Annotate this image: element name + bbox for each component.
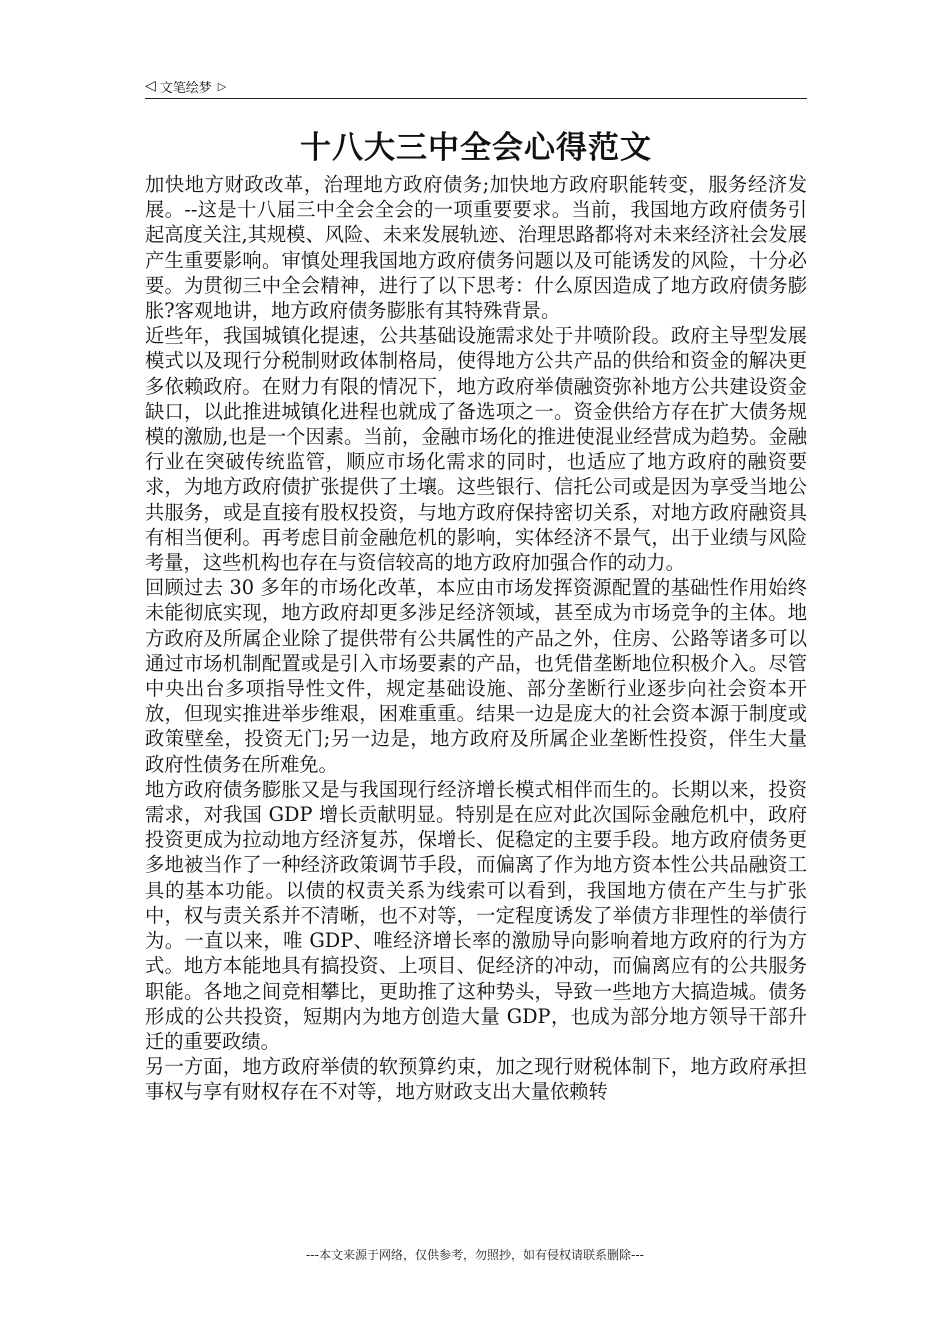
brand-name: 文笔绘梦 xyxy=(159,80,212,96)
paragraph: 回顾过去 30 多年的市场化改革，本应由市场发挥资源配置的基础性作用始终未能彻底实现，地方政府却更多涉足经济领域，甚至成为市场竞争的主体。地方政府及所属企业除了提供带有公共属性的产品之外，住房、公路等诸多可以通过市场机制配置或是引入市场要素的产品，也凭借垄断地位积极介入。尽管中央出台多项指导性文件，规定基础设施、部分垄断行业逐步向社会资本开放，但现实推进举步维艰，困难重重。结果一边是庞大的社会资本源于制度或政策壁垒，投资无门;另一边是，地方政府及所属企业垄断性投资，伴生大量政府性债务在所难免。 xyxy=(145,576,807,776)
paragraph: 地方政府债务膨胀又是与我国现行经济增长模式相伴而生的。长期以来，投资需求，对我国 GDP 增长贡献明显。特别是在应对此次国际金融危机中，政府投资更成为拉动地方经济复苏，保增长、促稳定的主要手段。地方政府债务更多地被当作了一种经济政策调节手段，而偏离了作为地方资本性公共品融资工具的基本功能。以债的权责关系为线索可以看到，我国地方债在产生与扩张中，权与责关系并不清晰，也不对等，一定程度诱发了举债方非理性的举债行为。一直以来，唯 GDP、唯经济增长率的激励导向影响着地方政府的行为方式。地方本能地具有搞投资、上项目、促经济的冲动，而偏离应有的公共服务职能。各地之间竞相攀比，更助推了这种势头，导致一些地方大搞造城。债务形成的公共投资，短期内为地方创造大量 GDP，也成为部分地方领导干部升迁的重要政绩。 xyxy=(145,777,807,1053)
document-body xyxy=(145,172,807,1105)
footer-notice: ---本文来源于网络，仅供参考，勿照抄，如有侵权请联系删除--- xyxy=(306,1248,644,1262)
document-title: 十八大三中全会心得范文 xyxy=(300,130,652,166)
triangle-right-icon: ▷ xyxy=(217,79,227,93)
paragraph: 近些年，我国城镇化提速，公共基础设施需求处于井喷阶段。政府主导型发展模式以及现行分税制财政体制格局，使得地方公共产品的供给和资金的解决更多依赖政府。在财力有限的情况下，地方政府举债融资弥补地方公共建设资金缺口，以此推进城镇化进程也就成了备选项之一。资金供给方存在扩大债务规模的激励,也是一个因素。当前，金融市场化的推进使混业经营成为趋势。金融行业在突破传统监管，顺应市场化需求的同时，也适应了地方政府的融资要求，为地方政府债扩张提供了土壤。这些银行、信托公司或是因为享受当地公共服务，或是直接有股权投资，与地方政府保持密切关系，对地方政府融资具有相当便利。再考虑目前金融危机的影响，实体经济不景气，出于业绩与风险考量，这些机构也存在与资信较高的地方政府加强合作的动力。 xyxy=(145,324,807,575)
paragraph: 加快地方财政改革，治理地方政府债务;加快地方政府职能转变，服务经济发展。--这是十八届三中全会全会的一项重要要求。当前，我国地方政府债务引起高度关注,其规模、风险、未来发展轨迹、治理思路都将对未来经济社会发展产生重要影响。审慎处理我国地方政府债务问题以及可能诱发的风险，十分必要。为贯彻三中全会精神，进行了以下思考：什么原因造成了地方政府债务膨胀?客观地讲，地方政府债务膨胀有其特殊背景。 xyxy=(145,173,807,323)
page-header xyxy=(145,74,807,99)
triangle-left-icon: ◁ xyxy=(145,78,156,94)
paragraph: 另一方面，地方政府举债的软预算约束，加之现行财税体制下，地方政府承担事权与享有财权存在不对等，地方财政支出大量依赖转 xyxy=(145,1055,807,1104)
